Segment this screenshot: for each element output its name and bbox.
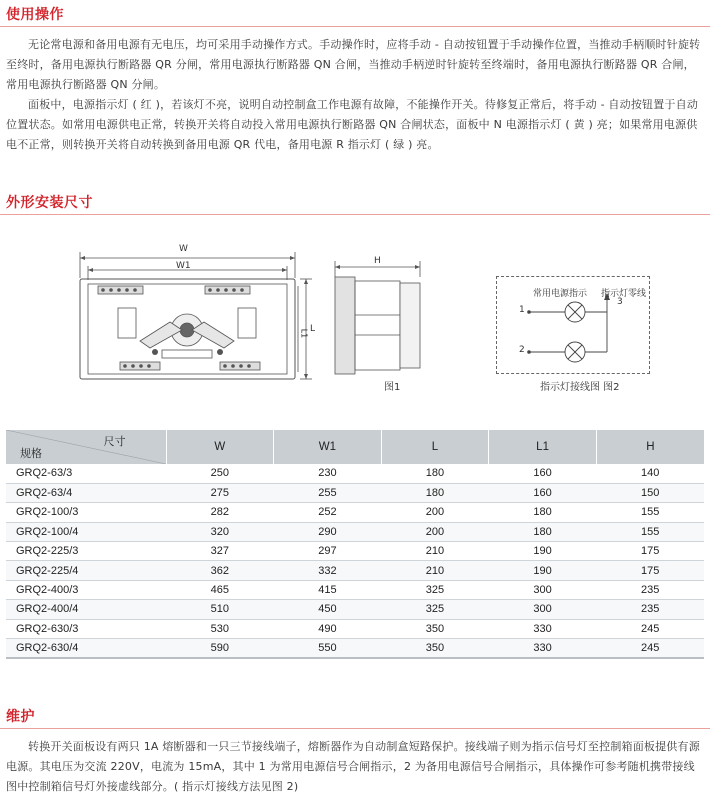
model-cell: GRQ2-225/4 — [6, 561, 166, 580]
terminal-2-label: 2 — [519, 345, 525, 355]
value-cell: 590 — [166, 639, 274, 658]
terminal-1-label: 1 — [519, 305, 525, 315]
usage-paragraph-2: 面板中，电源指示灯 ( 红 )，若该灯不亮，说明自动控制盒工作电源有故障，不能操作开关。待修复正常后，将手动 - 自动按钮置于自动位置状态。如常用电源供电正常，转换开关将自动投入常用电源执行断路器 QN 合闸状态，面板中 N 电源指示灯 ( 黄 ) 亮；如果常用电源供电不正常，则转换开关将自动转换到备用电源 QR 代电，备用电源 R 指示灯 ( 绿 ) 亮。 — [6, 98, 699, 151]
value-cell: 290 — [274, 522, 382, 541]
value-cell: 160 — [489, 464, 597, 483]
value-cell: 235 — [596, 580, 704, 599]
section-divider — [0, 26, 710, 27]
value-cell: 180 — [381, 483, 489, 502]
value-cell: 140 — [596, 464, 704, 483]
value-cell: 155 — [596, 503, 704, 522]
dim-label-l: L — [310, 324, 316, 334]
table-row — [6, 522, 704, 541]
table-row — [6, 503, 704, 522]
figure-2-caption: 指示灯接线图 图2 — [540, 382, 620, 393]
column-header: L1 — [489, 430, 597, 464]
value-cell: 255 — [274, 483, 382, 502]
value-cell: 465 — [166, 580, 274, 599]
value-cell: 350 — [381, 639, 489, 658]
column-header: W — [166, 430, 274, 464]
table-row — [6, 483, 704, 502]
label-indicator-neutral: 指示灯零线 — [601, 289, 647, 299]
value-cell: 282 — [166, 503, 274, 522]
section-title-dimensions: 外形安装尺寸 — [6, 195, 93, 211]
maintenance-paragraph: 转换开关面板设有两只 1A 熔断器和一只三节接线端子，熔断器作为自动制盒短路保护。接线端子则为指示信号灯至控制箱面板提供有源电源。其电压为交流 220V，电流为 15mA，其中 1 为常用电源信号合闸指示，2 为备用电源信号合闸指示，具体操作可参考随机携带接线图中控制箱信号灯外接虚线部分。( 指示灯接线方法见图 2) — [6, 740, 700, 793]
dim-label-h: H — [374, 256, 381, 266]
value-cell: 327 — [166, 542, 274, 561]
table-row — [6, 619, 704, 638]
front-view-drawing — [70, 246, 320, 391]
value-cell: 330 — [489, 639, 597, 658]
value-cell: 325 — [381, 600, 489, 619]
terminal-3-label: 3 — [617, 297, 623, 307]
model-cell: GRQ2-100/3 — [6, 503, 166, 522]
model-cell: GRQ2-63/3 — [6, 464, 166, 483]
value-cell: 160 — [489, 483, 597, 502]
dim-label-w: W — [179, 244, 188, 254]
section-title-maintenance: 维护 — [6, 709, 35, 725]
value-cell: 362 — [166, 561, 274, 580]
table-row — [6, 561, 704, 580]
value-cell: 252 — [274, 503, 382, 522]
value-cell: 180 — [381, 464, 489, 483]
value-cell: 332 — [274, 561, 382, 580]
column-header: L — [381, 430, 489, 464]
value-cell: 230 — [274, 464, 382, 483]
model-cell: GRQ2-63/4 — [6, 483, 166, 502]
value-cell: 350 — [381, 619, 489, 638]
dim-label-l1: L1 — [299, 328, 309, 339]
corner-label-model: 规格 — [20, 448, 42, 460]
value-cell: 235 — [596, 600, 704, 619]
table-row — [6, 580, 704, 599]
value-cell: 155 — [596, 522, 704, 541]
section-title-usage: 使用操作 — [6, 7, 64, 23]
model-cell: GRQ2-100/4 — [6, 522, 166, 541]
dimensions-table — [6, 430, 704, 659]
value-cell: 300 — [489, 600, 597, 619]
value-cell: 180 — [489, 503, 597, 522]
value-cell: 330 — [489, 619, 597, 638]
column-header: H — [596, 430, 704, 464]
model-cell: GRQ2-400/3 — [6, 580, 166, 599]
value-cell: 530 — [166, 619, 274, 638]
value-cell: 190 — [489, 542, 597, 561]
value-cell: 490 — [274, 619, 382, 638]
value-cell: 415 — [274, 580, 382, 599]
side-view-drawing — [330, 255, 430, 395]
table-row — [6, 542, 704, 561]
value-cell: 320 — [166, 522, 274, 541]
model-cell: GRQ2-630/3 — [6, 619, 166, 638]
value-cell: 175 — [596, 561, 704, 580]
usage-paragraph-1: 无论常电源和备用电源有无电压，均可采用手动操作方式。手动操作时，应将手动 - 自动按钮置于手动操作位置，当推动手柄顺时针旋转至终时，备用电源执行断路器 QR 分闸，常用电源执行断路器 QN 合闸，当推动手柄逆时针旋转至终端时，备用电源执行断路器 QR 合闸，常用电源执行断路器 QN 分闸。 — [6, 38, 701, 91]
table-row — [6, 600, 704, 619]
value-cell: 325 — [381, 580, 489, 599]
value-cell: 297 — [274, 542, 382, 561]
value-cell: 200 — [381, 522, 489, 541]
value-cell: 245 — [596, 619, 704, 638]
table-row — [6, 464, 704, 483]
figure-1-caption: 图1 — [384, 382, 401, 393]
value-cell: 180 — [489, 522, 597, 541]
table-header-row — [6, 430, 704, 464]
column-header: W1 — [274, 430, 382, 464]
indicator-wiring-diagram — [496, 276, 650, 374]
dim-label-w1: W1 — [176, 261, 191, 271]
model-cell: GRQ2-225/3 — [6, 542, 166, 561]
corner-label-size: 尺寸 — [103, 436, 126, 448]
value-cell: 450 — [274, 600, 382, 619]
value-cell: 190 — [489, 561, 597, 580]
section-divider — [0, 214, 710, 215]
value-cell: 200 — [381, 503, 489, 522]
value-cell: 210 — [381, 561, 489, 580]
value-cell: 210 — [381, 542, 489, 561]
value-cell: 245 — [596, 639, 704, 658]
value-cell: 250 — [166, 464, 274, 483]
value-cell: 275 — [166, 483, 274, 502]
model-cell: GRQ2-400/4 — [6, 600, 166, 619]
section-divider — [0, 728, 710, 729]
model-cell: GRQ2-630/4 — [6, 639, 166, 658]
value-cell: 510 — [166, 600, 274, 619]
value-cell: 300 — [489, 580, 597, 599]
value-cell: 550 — [274, 639, 382, 658]
value-cell: 175 — [596, 542, 704, 561]
label-common-power-indicator: 常用电源指示 — [533, 289, 588, 299]
table-row — [6, 639, 704, 658]
value-cell: 150 — [596, 483, 704, 502]
table-corner-header — [6, 430, 166, 464]
